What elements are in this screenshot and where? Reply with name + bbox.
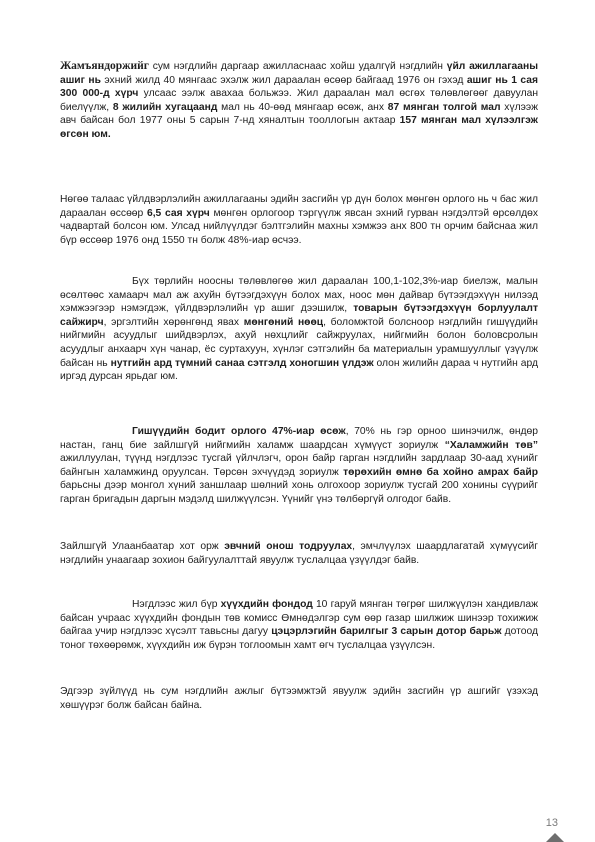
text-run: сум нэгдлийн даргаар ажилласнаас хойш удалгүй нэгдлийн [149,61,447,72]
text-run: Нэгдлээс жил бүр [132,599,221,610]
text-run: 10 гаруй мянган төгрөг шилжүүлэн хандивлаж байсан учраас хүүхдийн фондын төв комисс Өмнөдэлгэр сум өөр газар шилжиж шинээр тохижиж байгаа учир нэгдлээс хүсэлт тавьсны дагуу [60,599,538,638]
bold-text-run: эвчний онош тодруулах [224,541,353,552]
up-arrow-icon [546,833,564,842]
bold-text-run: “Халамжийн төв” [444,439,538,451]
text-run: эхний жилд 40 мянгаас эхэлж жил дараалан өсөөр байгаад 1976 он гэхэд [100,74,467,86]
text-run: мөнгөн орлогоор тэргүүлж явсан эхний гурван нэгдэлтэй өрсөлдөх чадвартай болсон юм. Улсад нийлүүлдэг бэлтгэлийн махны хэмжээ анх 800 тн орчим байснаа жил бүр өссөөр 1976 онд 1550 тн болж 48%-иар өсчээ. [60,207,538,246]
paragraph-2 [60,193,538,247]
bold-text-run: 87 мянган толгой мал [387,101,501,113]
text-run: , эмчлүүлэх шаардлагатай хүмүүсийг нэгдлийн унаагаар зохион байгуулалттай явуулж туслалцаа үзүүлдэг байв. [60,541,538,566]
page-number: 13 [545,817,558,829]
text-run: Эдгээр зүйлүүд нь сум нэгдлийн ажлыг бүтээмжтэй явуулж эдийн засгийн үр ашгийг үзэхэд хөшүүрэг болж байсан байна. [60,686,538,711]
bold-text-run: Жамъяндоржийг [60,60,149,72]
text-run: Зайлшгүй Улаанбаатар хот орж [60,541,225,552]
bold-text-run: үйл ажиллагааны ашиг нь [60,61,538,86]
text-run: хүлээж авч байсан бол 1977 оны 5 сарын 7-нд хяналтын тооллогын актаар [60,101,538,127]
text-run: улсаас ээлж авахаа больжээ. Жил дараалан мал өсгөх төлөвлөгөөг давуулан биелүүлж, [60,88,539,113]
paragraph-3 [60,275,538,384]
text-run: олон жилийн дараа ч нутгийн ард иргэд дурсан ярьдаг юм. [60,357,538,383]
text-run: ажиллуулан, түүнд нэгдлээс тусгай үйлчлэгч, орон байр гарган нэгдлийн зардлаар 30-аад хүнийг байнгын халамжинд оруулсан. Төрсөн эхчүүдэд зориулж [60,453,538,478]
text-run: дотоод тоног төхөөрөмж, хүүхдийн иж бүрэн тоглоомын хамт өгч туслалцаа үзүүлсэн. [60,626,538,651]
bold-text-run: төрөхийн өмнө ба хойно амрах байр [343,466,538,478]
bold-text-run: товарын бүтээгдэхүүн борлуулалт сайжирч [60,303,538,328]
paragraph-4 [60,425,538,507]
text-run: , боломжтой болсноор нэгдлийн гишүүдийн нийгмийн асуудлыг шийдвэрлэх, ахуй нөхцлийг сайжруулах, нийгмийн болон боловсролын асуудлыг анхаарч хүн чанар, ёс суртахуун, хүнлэг сэтгэлийн ба материалын урамшууллыг үзүүлж байсан нь [60,316,538,369]
bold-text-run: цэцэрлэгийн барилгыг 3 сарын дотор барьж [271,626,502,638]
text-run: , эргэлтийн хөрөнгөнд явах [103,316,244,328]
text-run: мал нь 40-өөд мянгаар өсөж, анх [217,101,388,113]
paragraph-1 [60,60,538,142]
text-run: Бүх төрлийн ноосны төлөвлөгөө жил дараалан 100,1-102,3%-иар биелэж, малын өсөлтөөс хамаарч мал аж ахуйн бүтээгдэхүүн болох мах, ноос мөн дайвар бүтээгдэхүүн нилээд хэмжээгээр нэмэгдэж, үйлдвэрлэлийн үр ашиг дээшилж, [60,276,538,315]
bold-text-run: хүүхдийн фондод [220,599,313,610]
bold-text-run: 157 мянган мал хүлээлгэж өгсөн юм. [60,115,538,140]
paragraph-6 [60,598,538,652]
text-run: барьсны дээр монгол хүний заншлаар шөлний хонь олгохоор зориулж тусгай 200 хонины сүүрийг гарган бригадын даргын мэдэлд шилжүүлсэн. Үүнийг үнэ төлбөргүй олгодог байв. [60,480,538,505]
text-run: Нөгөө талаас үйлдвэрлэлийн ажиллагааны эдийн засгийн үр дүн болох мөнгөн орлого нь ч бас жил дараалан өссөөр [60,194,538,219]
paragraph-5 [60,540,538,567]
bold-text-run: 8 жилийн хугацаанд [112,101,218,113]
bold-text-run: ашиг нь 1 сая 300 000-д хүрч [60,74,539,100]
paragraph-7 [60,685,538,712]
bold-text-run: 6,5 сая хүрч [146,207,210,219]
bold-text-run: Гишүүдийн бодит орлого 47%-иар өсөж [132,426,346,437]
bold-text-run: мөнгөний нөөц [243,316,324,328]
bold-text-run: нутгийн ард түмний санаа сэтгэлд хоногшин үлдэж [110,357,374,369]
text-run: , 70% нь гэр орноо шинэчилж, өндөр настан, ганц бие зайлшгүй нийгмийн халамж шаардсан хүмүүст зориулж [60,426,538,451]
